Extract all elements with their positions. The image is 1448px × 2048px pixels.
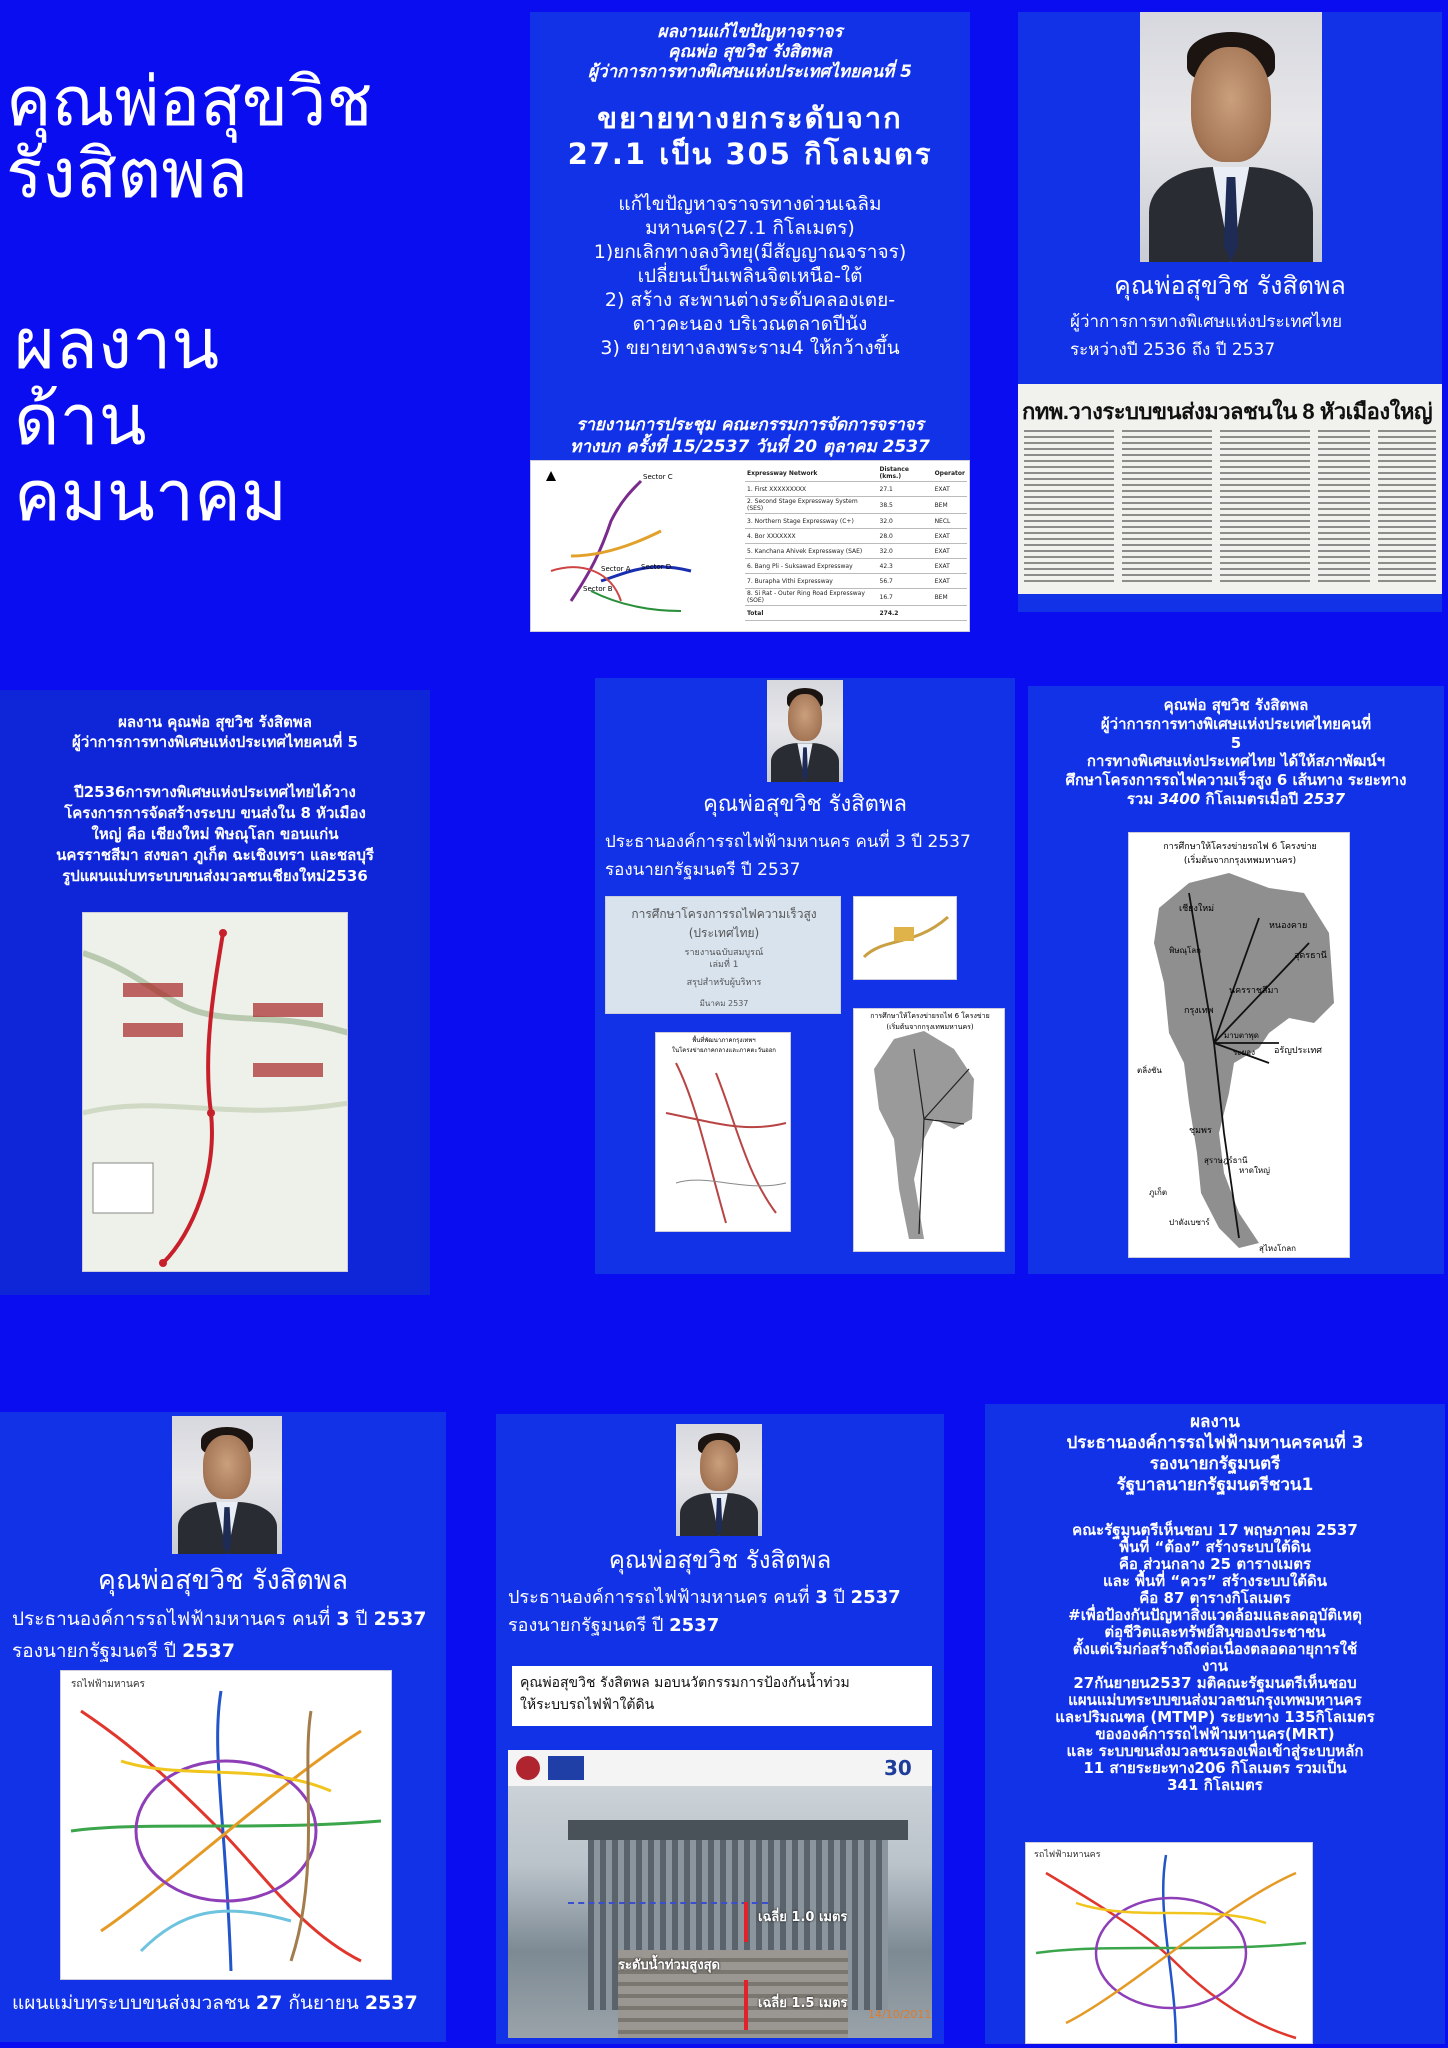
table-row: 4. Bor XXXXXXX 28.0 EXAT bbox=[745, 529, 967, 544]
table-row: 1. First XXXXXXXXX 27.1 EXAT bbox=[745, 482, 967, 497]
central-region-map bbox=[655, 1032, 791, 1232]
doc-sub3: สรุปสำหรับผู้บริหาร bbox=[686, 978, 762, 988]
main-title: คุณพ่อสุขวิช รังสิตพล bbox=[6, 64, 373, 212]
panel2-role: ผู้ว่าการการทางพิเศษแห่งประเทศไทย ระหว่างปี 2536 ถึง ปี 2537 bbox=[1070, 312, 1343, 360]
section-title: ผลงาน ด้านคมนาคม bbox=[14, 305, 288, 535]
flood-protection-panel bbox=[496, 1414, 944, 2044]
rail-route-thumbnail bbox=[853, 896, 957, 980]
table-row: Total 274.2 bbox=[745, 606, 967, 621]
photo-date: 14/10/2011 bbox=[868, 2008, 932, 2021]
table-header: Expressway Network bbox=[745, 465, 878, 482]
panel5-body: การทางพิเศษแห่งประเทศไทย ได้ให้สภาพัฒน์ฯ ศึกษาโครงการรถไฟความเร็วสูง 6 เส้นทาง ระยะทาง รวม 3400 กิโลเมตรเมื่อปี 2537 bbox=[1065, 752, 1407, 808]
governor-panel bbox=[1018, 12, 1442, 612]
panel6-name: คุณพ่อสุขวิช รังสิตพล bbox=[97, 1565, 349, 1596]
mrt-brand-icon bbox=[548, 1756, 584, 1780]
mrt-brand-small: รถไฟฟ้ามหานคร bbox=[1034, 1850, 1101, 1860]
panel3-heading: ผลงาน คุณพ่อ สุขวิช รังสิตพล ผู้ว่าการการทางพิเศษแห่งประเทศไทยคนที่ 5 bbox=[72, 713, 358, 751]
city-label: ชุมพร bbox=[1189, 1126, 1212, 1136]
chiang-mai-masterplan-map bbox=[82, 912, 348, 1272]
table-row: 2. Second Stage Expressway System (SES) 38.5 BEM bbox=[745, 497, 967, 514]
high-speed-rail-panel bbox=[595, 678, 1015, 1274]
city-label: พิษณุโลก bbox=[1169, 946, 1202, 955]
thailand-outline bbox=[1129, 833, 1350, 1258]
eight-cities-panel bbox=[0, 690, 430, 1295]
level-2-label: เฉลี่ย 1.5 เมตร bbox=[758, 1996, 848, 2011]
expressway-network-map bbox=[531, 461, 741, 632]
city-label: นครราชสีมา bbox=[1229, 986, 1279, 996]
city-label: ตลิ่งชัน bbox=[1137, 1066, 1162, 1075]
panel1-report: รายงานการประชุม คณะกรรมการจัดการจราจร ทางบก ครั้งที่ 15/2537 วันที่ 20 ตุลาคม 2537 bbox=[570, 415, 930, 457]
panel7-name: คุณพ่อสุขวิช รังสิตพล bbox=[608, 1546, 832, 1574]
max-flood-label: ระดับน้ำท่วมสูงสุด bbox=[618, 1958, 720, 1973]
expressway-map-image bbox=[530, 460, 970, 632]
small-map-caption: พื้นที่พัฒนาภาคกรุงเทพฯ ในโครงข่ายภาคกลางและภาคตะวันออก bbox=[672, 1037, 776, 1054]
panel4-role-1: ประธานองค์การรถไฟฟ้ามหานคร คนที่ 3 ปี 2537 bbox=[605, 832, 971, 852]
map-label-sector-b: Sector B bbox=[583, 585, 613, 593]
panel7-role-1: ประธานองค์การรถไฟฟ้ามหานคร คนที่ 3 ปี 2537 bbox=[508, 1587, 901, 1608]
newspaper-clipping bbox=[1018, 384, 1442, 594]
city-label: สุไหงโกลก bbox=[1259, 1244, 1296, 1253]
six-routes-panel bbox=[1028, 686, 1444, 1274]
city-label: ภูเก็ต bbox=[1149, 1188, 1168, 1197]
panel4-role-2: รองนายกรัฐมนตรี ปี 2537 bbox=[605, 860, 801, 880]
anniversary-badge: 30 bbox=[884, 1756, 912, 1780]
city-label: เชียงใหม่ bbox=[1179, 904, 1215, 914]
city-label: สุราษฎร์ธานี bbox=[1204, 1156, 1248, 1165]
thailand-network-map-small bbox=[853, 1008, 1005, 1252]
city-label: หาดใหญ่ bbox=[1239, 1166, 1270, 1175]
panel5-heading: คุณพ่อ สุขวิช รังสิตพล ผู้ว่าการการทางพิเศษแห่งประเทศไทยคนที่ 5 bbox=[1100, 696, 1372, 752]
table-row: 6. Bang Pli - Suksawad Expressway 42.3 EXAT bbox=[745, 559, 967, 574]
panel6-role-1: ประธานองค์การรถไฟฟ้ามหานคร คนที่ 3 ปี 2537 bbox=[12, 1608, 427, 1630]
doc-sub1: รายงานฉบับสมบูรณ์ bbox=[684, 948, 764, 958]
mrt-masterplan-panel bbox=[0, 1412, 446, 2042]
table-row: 7. Burapha Vithi Expressway 56.7 EXAT bbox=[745, 574, 967, 589]
rail-study-cover bbox=[605, 896, 841, 1014]
city-label: อรัญประเทศ bbox=[1274, 1046, 1323, 1056]
panel7-role-2: รองนายกรัฐมนตรี ปี 2537 bbox=[508, 1615, 720, 1636]
doc-date: มีนาคม 2537 bbox=[699, 999, 749, 1008]
city-label: หนองคาย bbox=[1269, 921, 1308, 931]
expressway-table bbox=[745, 465, 967, 621]
panel4-name: คุณพ่อสุขวิช รังสิตพล bbox=[703, 792, 907, 817]
table-row: 3. Northern Stage Expressway (C+) 32.0 NECL bbox=[745, 514, 967, 529]
doc-sub2: เล่มที่ 1 bbox=[709, 960, 739, 970]
mrt-station-photo bbox=[508, 1750, 932, 2038]
panel6-caption: แผนแม่บทระบบขนส่งมวลชน 27 กันยายน 2537 bbox=[12, 1992, 418, 2014]
table-header: Operator bbox=[933, 465, 967, 482]
panel8-heading: ผลงาน ประธานองค์การรถไฟฟ้ามหานครคนที่ 3 รองนายกรัฐมนตรี รัฐบาลนายกรัฐมนตรีชวน1 bbox=[1066, 1412, 1364, 1495]
map-label-sector-a: Sector A bbox=[601, 565, 631, 573]
city-label: ปาดังเบซาร์ bbox=[1169, 1218, 1210, 1227]
table-row: 8. Si Rat - Outer Ring Road Expressway (SOE) 16.7 BEM bbox=[745, 589, 967, 606]
city-label: มาบตาพุด bbox=[1224, 1031, 1259, 1040]
panel1-highlight: ขยายทางยกระดับจาก 27.1 เป็น 305 กิโลเมตร bbox=[567, 101, 933, 171]
panel3-body: ปี2536การทางพิเศษแห่งประเทศไทยได้วาง โครงการการจัดสร้างระบบ ขนส่งใน 8 หัวเมือง ใหญ่ คือ เชียงใหม่ พิษณุโลก ขอนแก่น นครราชสีมา สงขลา ภูเก็ต ฉะเชิงเทรา และชลบุรี รูปแผนแม่บทระบบขนส่งมวลชนเชียงใหม่2536 bbox=[56, 783, 374, 885]
portrait-photo-small bbox=[676, 1424, 762, 1536]
panel1-heading: ผลงานแก้ไขปัญหาจราจร คุณพ่อ สุขวิช รังสิตพล ผู้ว่าการการทางพิเศษแห่งประเทศไทยคนที่ 5 bbox=[587, 22, 913, 82]
portrait-photo-small bbox=[767, 680, 843, 782]
level-1-label: เฉลี่ย 1.0 เมตร bbox=[758, 1910, 848, 1925]
table-header: Distance (kms.) bbox=[878, 465, 933, 482]
panel2-name: คุณพ่อสุขวิช รังสิตพล bbox=[1114, 271, 1346, 300]
mrt-masterplan-map bbox=[60, 1670, 392, 1980]
cabinet-resolution-panel bbox=[985, 1404, 1445, 2044]
panel8-body: คณะรัฐมนตรีเห็นชอบ 17 พฤษภาคม 2537 พื้นที่ “ต้อง” สร้างระบบใต้ดิน คือ ส่วนกลาง 25 ตารางเมตร และ พื้นที่ “ควร” สร้างระบบใต้ดิน คือ 87 ตารางกิโลเมตร #เพื่อป้องกันปัญหาสิ่งแวดล้อมและลดอุบัติเหตุ ต่อชีวิตและทรัพย์สินของประชาชน ตั้งแต่เริ่มก่อสร้างถึงต่อเนื่องตลอดอายุการใช้ งาน 27กันยายน2537 มติคณะรัฐมนตรีเห็นชอบ แผนแม่บทระบบขนส่งมวลชนกรุงเทพมหานคร และปริมณฑล (MTMP) ระยะทาง 135กิโลเมตร ขององค์การรถไฟฟ้ามหานคร(MRT) และ ระบบขนส่งมวลชนรองเพื่อเข้าสู่ระบบหลัก 11 สายระยะทาง206 กิโลเมตร รวมเป็น 341 กิโลเมตร bbox=[1055, 1521, 1375, 1794]
map-caption-large: การศึกษาให้โครงข่ายรถไฟ 6 โครงข่าย (เริ่มต้นจากกรุงเทพมหานคร) bbox=[1163, 842, 1317, 866]
portrait-photo-small bbox=[172, 1416, 282, 1554]
mrt-logo-icon bbox=[516, 1756, 540, 1780]
table-row: 5. Kanchana Ahivek Expressway (SAE) 32.0 EXAT bbox=[745, 544, 967, 559]
map-label-sector-c: Sector C bbox=[643, 473, 673, 481]
panel6-role-2: รองนายกรัฐมนตรี ปี 2537 bbox=[12, 1640, 235, 1662]
chiang-mai-map-drawing bbox=[83, 913, 348, 1272]
thailand-rail-network-map bbox=[1128, 832, 1350, 1258]
city-label: ระยอง bbox=[1233, 1048, 1255, 1057]
portrait-photo bbox=[1140, 12, 1322, 262]
doc-title: การศึกษาโครงการรถไฟความเร็วสูง (ประเทศไทย) bbox=[631, 907, 817, 940]
expressway-panel bbox=[530, 12, 970, 632]
map-label-sector-d: Sector D bbox=[641, 563, 672, 571]
flood-note-box: คุณพ่อสุขวิช รังสิตพล มอบนวัตกรรมการป้องกันน้ำท่วม ให้ระบบรถไฟฟ้าใต้ดิน bbox=[512, 1666, 932, 1726]
newspaper-headline: กทพ.วางระบบขนส่งมวลชนใน 8 หัวเมืองใหญ่ bbox=[1022, 399, 1433, 424]
city-label: อุดรธานี bbox=[1294, 951, 1327, 961]
mrt-brand: รถไฟฟ้ามหานคร bbox=[71, 1679, 145, 1690]
map-caption-small: การศึกษาให้โครงข่ายรถไฟ 6 โครงข่าย (เริ่มต้นจากกรุงเทพมหานคร) bbox=[870, 1012, 990, 1031]
panel1-body: แก้ไขปัญหาจราจรทางด่วนเฉลิม มหานคร(27.1 กิโลเมตร) 1)ยกเลิกทางลงวิทยุ(มีสัญญาณจราจร) เปลี่ยนเป็นเพลินจิตเหนือ-ใต้ 2) สร้าง สะพานต่างระดับคลองเตย- ดาวคะนอง บริเวณตลาดปีนัง 3) ขยายทางลงพระราม4 ให้กว้างขึ้น bbox=[593, 193, 907, 359]
city-label: กรุงเทพ bbox=[1184, 1006, 1214, 1016]
mrt-network-map bbox=[1025, 1842, 1313, 2044]
